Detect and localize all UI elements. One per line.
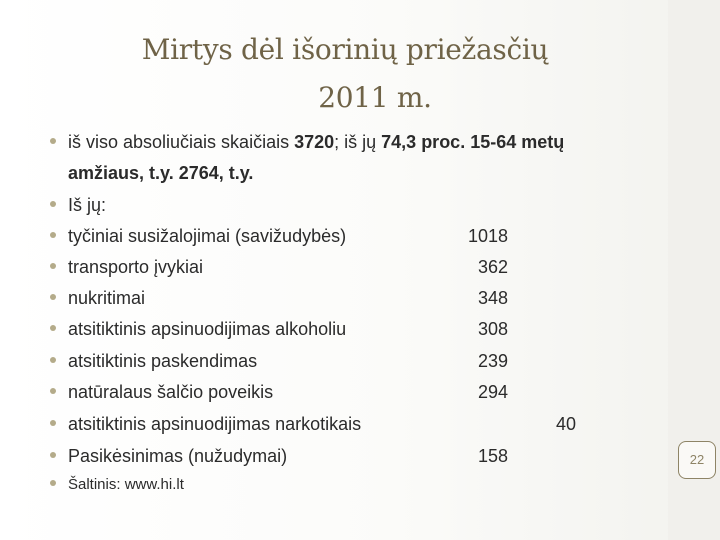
slide-title [30, 26, 690, 122]
title-line-2: 2011 m. [318, 81, 432, 114]
item-label: nukritimai [68, 288, 146, 308]
bullet-dot [50, 138, 56, 144]
item-label: atsitiktinis apsinuodijimas alkoholiu [68, 319, 347, 339]
bullet-dot [50, 325, 56, 331]
item-value: 348 [477, 288, 508, 308]
item-value: 239 [477, 351, 508, 371]
item-value: 362 [477, 257, 508, 277]
title-line-1: Mirtys dėl išorinių priežasčių [141, 33, 549, 66]
item-label: atsitiktinis paskendimas [68, 351, 258, 371]
item-label: transporto įvykiai [68, 257, 204, 277]
bullet-dot [50, 201, 56, 207]
item-value: 308 [477, 319, 508, 339]
intro-text-1: iš viso absoliučiais skaičiais [68, 132, 295, 152]
bullet-dot [50, 420, 56, 426]
item-value: 40 [555, 414, 576, 434]
bullet-dot [50, 294, 56, 300]
item-value: 1018 [467, 226, 508, 246]
item-label: Pasikėsinimas (nužudymai) [68, 446, 288, 466]
item-value: 294 [477, 382, 508, 402]
item-label: atsitiktinis apsinuodijimas narkotikais [68, 414, 362, 434]
bullet-dot [50, 480, 56, 486]
bullet-dot [50, 357, 56, 363]
item-label: tyčiniai susižalojimai (savižudybės) [68, 226, 347, 246]
intro-text-2: ; iš jų [334, 132, 382, 152]
intro-total: 3720 [294, 132, 335, 152]
intro-line-2: amžiaus, t.y. 2764, t.y. [68, 163, 254, 183]
intro-line-1 [68, 132, 564, 153]
sub-heading: Iš jų: [68, 195, 107, 215]
bullet-dot [50, 388, 56, 394]
source-note: Šaltinis: www.hi.lt [68, 476, 184, 493]
item-label: natūralaus šalčio poveikis [68, 382, 274, 402]
page-number: 22 [678, 441, 716, 479]
intro-share: 74,3 proc. 15-64 metų [381, 132, 565, 152]
bullet-dot [50, 263, 56, 269]
bullet-dot [50, 452, 56, 458]
bullet-dot [50, 232, 56, 238]
item-value: 158 [477, 446, 508, 466]
